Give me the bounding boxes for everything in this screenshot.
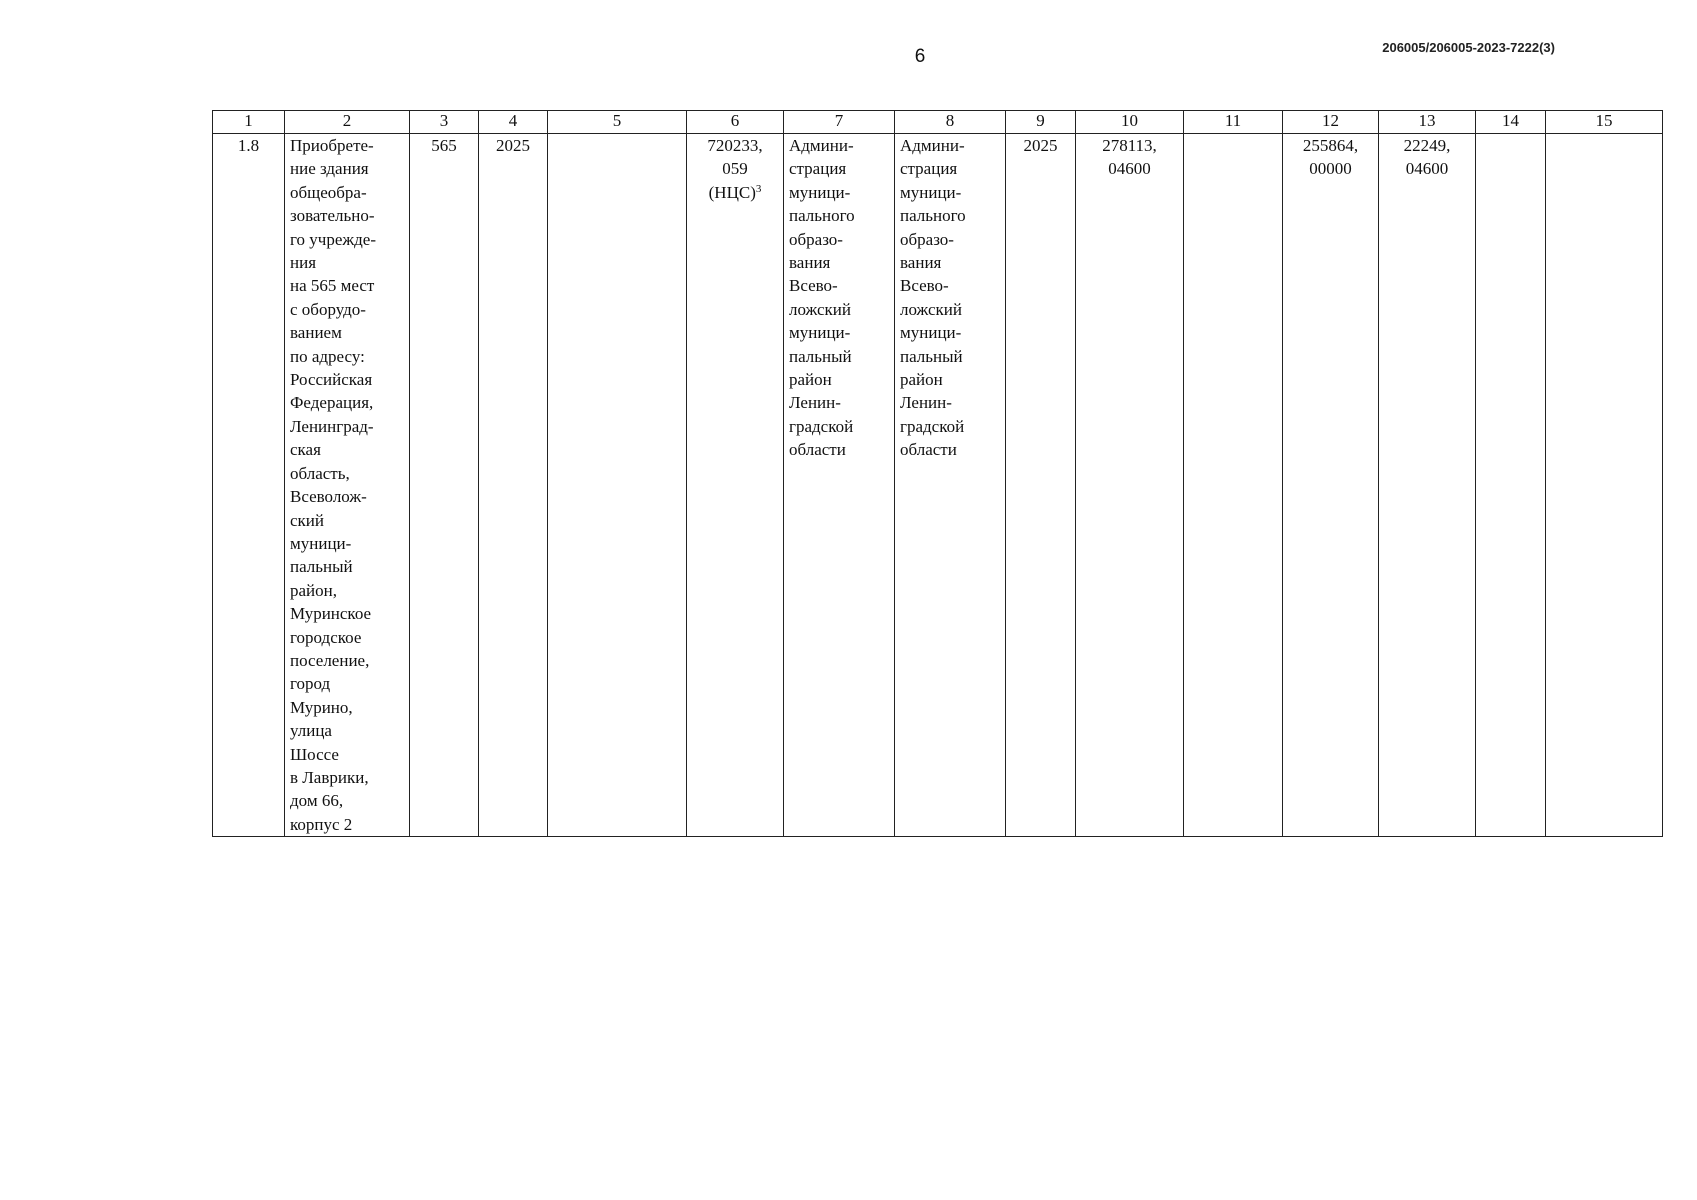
column-header-1: 1 [213,111,285,134]
cell-customer: Админи- страция муници- пального образо- вания Всево- ложский муници- пальный район Ленин- градской области [784,134,895,837]
column-header-14: 14 [1476,111,1546,134]
cell-col-5 [548,134,687,837]
column-header-5: 5 [548,111,687,134]
column-number-row [213,111,1663,134]
cost-value: 720233, 059 [707,136,763,179]
cell-item-number: 1.8 [213,134,285,837]
column-header-8: 8 [895,111,1006,134]
cell-recipient: Админи- страция муници- пального образо- вания Всево- ложский муници- пальный район Ленин- градской области [895,134,1006,837]
data-table [212,110,1663,837]
cell-total-amount: 278113, 04600 [1076,134,1184,837]
cell-cost [687,134,784,837]
column-header-6: 6 [687,111,784,134]
cell-year-2: 2025 [1006,134,1076,837]
cell-col-14 [1476,134,1546,837]
column-header-9: 9 [1006,111,1076,134]
document-id: 206005/206005-2023-7222(3) [1382,40,1555,55]
column-header-12: 12 [1283,111,1379,134]
cell-capacity: 565 [410,134,479,837]
column-header-2: 2 [285,111,410,134]
cell-col-15 [1546,134,1663,837]
column-header-10: 10 [1076,111,1184,134]
column-header-15: 15 [1546,111,1663,134]
column-header-3: 3 [410,111,479,134]
cell-year: 2025 [479,134,548,837]
column-header-4: 4 [479,111,548,134]
cost-unit: (НЦС) [708,182,756,202]
cost-footnote-mark: 3 [755,182,762,195]
cell-amount-13: 22249, 04600 [1379,134,1476,837]
column-header-11: 11 [1184,111,1283,134]
column-header-13: 13 [1379,111,1476,134]
page-number: 6 [914,46,926,67]
table-row [213,134,1663,837]
cell-col-11 [1184,134,1283,837]
cell-amount-12: 255864, 00000 [1283,134,1379,837]
cell-description: Приобрете- ние здания общеобра- зовательно- го учрежде- ния на 565 мест с оборудо- ванием по адресу: Российская Федерация, Ленинград- ская область, Всеволож- ский муници- пальный район, Муринское городское поселение, город Мурино, улица Шоссе в Лаврики, дом 66, корпус 2 [285,134,410,837]
column-header-7: 7 [784,111,895,134]
